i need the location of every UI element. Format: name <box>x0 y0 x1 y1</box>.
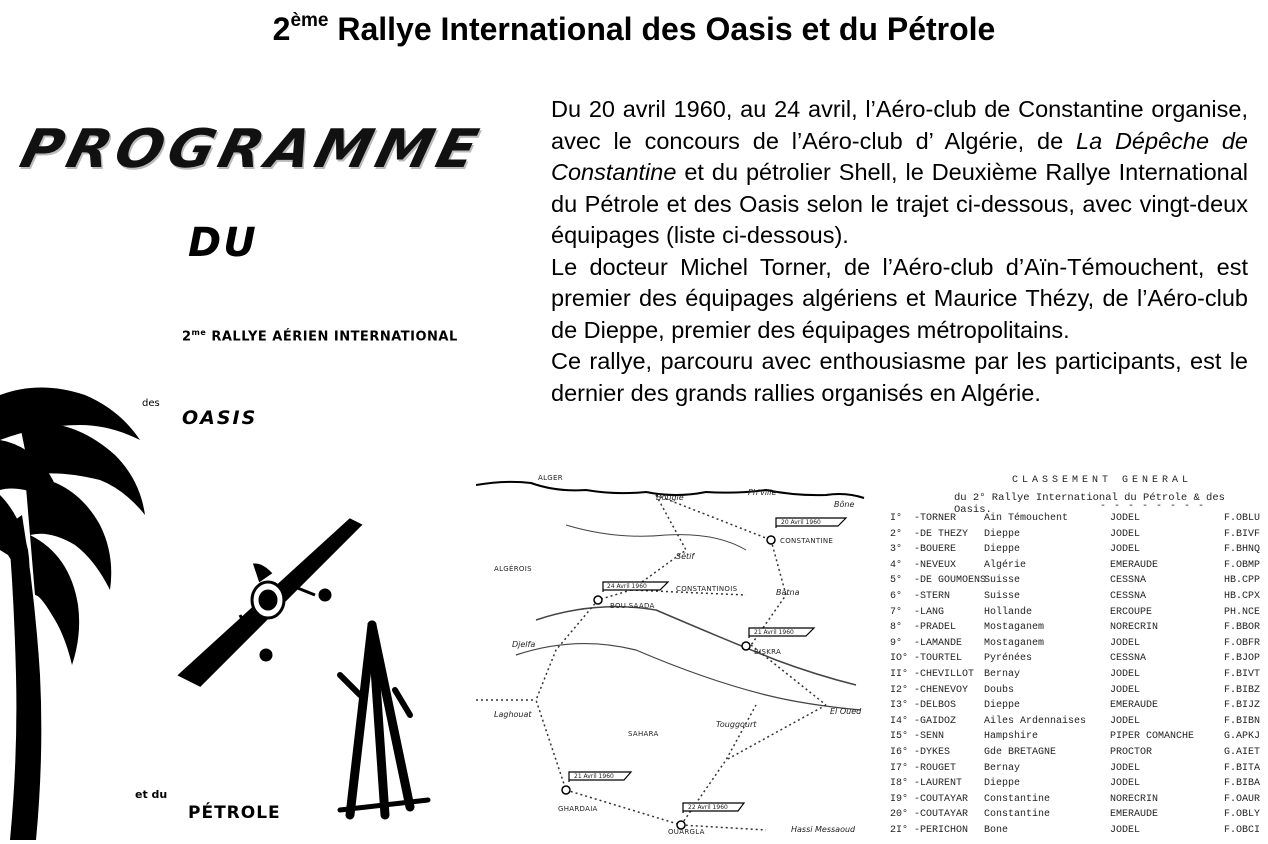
ranking-name: -SENN <box>914 731 945 743</box>
ranking-plane: PROCTOR <box>1110 746 1153 758</box>
ranking-rank: 2I° <box>890 824 909 836</box>
ranking-reg: F.OBFR <box>1224 637 1261 649</box>
ranking-row <box>868 716 1268 732</box>
ranking-rank: 8° <box>890 622 903 634</box>
ranking-reg: G.APKJ <box>1224 731 1261 743</box>
ranking-name: -CHEVILLOT <box>914 668 975 680</box>
ranking-plane: EMERAUDE <box>1110 809 1159 821</box>
map-label-batna: Batna <box>776 588 800 597</box>
ranking-plane: NORECRIN <box>1110 793 1159 805</box>
ranking-row <box>868 529 1268 545</box>
general-ranking <box>868 472 1268 844</box>
ranking-city: Hampshire <box>984 731 1039 743</box>
ranking-plane: ERCOUPE <box>1110 606 1153 618</box>
ranking-city: Doubs <box>984 684 1015 696</box>
map-label-bou-saada: BOU SAADA <box>610 602 655 610</box>
map-label-hassi-messaoud: Hassi Messaoud <box>791 825 856 834</box>
ranking-reg: F.BIVT <box>1224 668 1261 680</box>
ranking-row <box>868 622 1268 638</box>
ranking-row <box>868 700 1268 716</box>
ranking-row <box>868 607 1268 623</box>
ranking-row <box>868 685 1268 701</box>
map-label-philippeville: Ph'ville <box>748 488 777 497</box>
ranking-city: Dieppe <box>984 778 1021 790</box>
intro-p1-start: Du 20 avril 1960, au 24 avril, l’Aéro-club de Constantine organise, avec le concours de l’Aéro-club d’ Algérie, de <box>551 96 1248 154</box>
intro-text <box>551 94 1248 409</box>
ranking-plane: JODEL <box>1110 824 1141 836</box>
ranking-name: -NEVEUX <box>914 559 957 571</box>
ranking-rank: 2° <box>890 528 903 540</box>
map-label-biskra: BISKRA <box>754 648 782 656</box>
ranking-rank: I8° <box>890 778 909 790</box>
ranking-name: -DYKES <box>914 746 951 758</box>
ranking-city: Hollande <box>984 606 1033 618</box>
intro-paragraph-1 <box>551 94 1248 252</box>
ranking-row <box>868 809 1268 825</box>
ranking-name: -COUTAYAR <box>914 809 969 821</box>
ranking-plane: JODEL <box>1110 762 1141 774</box>
ranking-city: Pyrénées <box>984 653 1033 665</box>
title-ordinal-suffix: ème <box>290 10 329 31</box>
ranking-name: -PRADEL <box>914 622 957 634</box>
ranking-name: -LANG <box>914 606 945 618</box>
ranking-row <box>868 731 1268 747</box>
ranking-plane: JODEL <box>1110 544 1141 556</box>
ranking-row <box>868 825 1268 841</box>
ranking-name: -DELBOS <box>914 700 957 712</box>
ranking-plane: JODEL <box>1110 637 1141 649</box>
programme-poster <box>0 95 489 840</box>
ranking-row <box>868 638 1268 654</box>
ranking-reg: F.BJOP <box>1224 653 1261 665</box>
ranking-reg: PH.NCE <box>1224 606 1261 618</box>
ranking-plane: EMERAUDE <box>1110 559 1159 571</box>
poster-rallye-text <box>182 328 458 344</box>
ranking-name: -BOUERE <box>914 544 957 556</box>
ranking-city: Constantine <box>984 809 1051 821</box>
poster-rallye-label: RALLYE AÉRIEN INTERNATIONAL <box>211 329 458 345</box>
ranking-plane: JODEL <box>1110 715 1141 727</box>
palm-tree-drawing <box>0 388 145 841</box>
ranking-city: Suisse <box>984 590 1021 602</box>
map-label-el-oued: El Oued <box>830 707 862 716</box>
ranking-name: -COUTAYAR <box>914 793 969 805</box>
ranking-name: -GAIDOZ <box>914 715 957 727</box>
title-ordinal: 2 <box>272 11 291 47</box>
map-flag-ghardaia-date: 21 Avril 1960 <box>574 773 614 780</box>
ranking-row <box>868 653 1268 669</box>
map-label-constantinois: CONSTANTINOIS <box>676 585 738 593</box>
ranking-rank: 20° <box>890 809 909 821</box>
map-waypoints <box>562 536 775 829</box>
ranking-name: -PERICHON <box>914 824 969 836</box>
ranking-rank: I3° <box>890 700 909 712</box>
poster-du-text: DU <box>188 220 258 266</box>
map-label-laghouat: Laghouat <box>494 710 532 719</box>
ranking-reg: F.OBCI <box>1224 824 1261 836</box>
ranking-rows <box>868 513 1268 840</box>
intro-p1-end: et du pétrolier Shell, le Deuxième Rallye International du Pétrole et des Oasis selon le trajet ci-dessous, avec vingt-deux équipages (liste ci-dessous). <box>551 159 1248 248</box>
ranking-row <box>868 763 1268 779</box>
map-label-constantine: CONSTANTINE <box>780 537 834 545</box>
poster-rallye-number: 2 <box>182 329 192 345</box>
ranking-rank: II° <box>890 668 909 680</box>
ranking-city: Dieppe <box>984 700 1021 712</box>
ranking-reg: HB.CPX <box>1224 590 1261 602</box>
ranking-city: Bernay <box>984 668 1021 680</box>
map-flag-bou-saada-date: 24 Avril 1960 <box>607 583 647 590</box>
ranking-rank: 3° <box>890 544 903 556</box>
map-flag-biskra-date: 21 Avril 1960 <box>754 629 794 636</box>
poster-programme-text: PROGRAMME <box>14 118 489 181</box>
route-path <box>476 495 826 830</box>
ranking-plane: CESSNA <box>1110 575 1147 587</box>
ranking-name: -DE THEZY <box>914 528 969 540</box>
ranking-name: -ROUGET <box>914 762 957 774</box>
ranking-rank: I7° <box>890 762 909 774</box>
ranking-rank: I5° <box>890 731 909 743</box>
ranking-city: Mostaganem <box>984 622 1045 634</box>
ranking-plane: JODEL <box>1110 684 1141 696</box>
ranking-city: Suisse <box>984 575 1021 587</box>
airplane-drawing <box>180 520 360 685</box>
ranking-rank: I4° <box>890 715 909 727</box>
map-label-bougie: Bougie <box>656 493 684 502</box>
ranking-plane: EMERAUDE <box>1110 700 1159 712</box>
ranking-city: Ain Témouchent <box>984 513 1069 524</box>
ranking-title: CLASSEMENT GENERAL <box>1012 475 1193 486</box>
ranking-rank: I° <box>890 513 903 524</box>
ranking-plane: JODEL <box>1110 668 1141 680</box>
ranking-name: -STERN <box>914 590 951 602</box>
map-label-djelfa: Djelfa <box>512 640 536 649</box>
ranking-city: Constantine <box>984 793 1051 805</box>
ranking-rank: 4° <box>890 559 903 571</box>
ranking-city: Algérie <box>984 559 1027 571</box>
ranking-reg: F.BIVF <box>1224 528 1261 540</box>
map-label-ouargla: OUARGLA <box>668 828 705 836</box>
oil-derrick-drawing <box>340 625 428 815</box>
ranking-rank: 6° <box>890 590 903 602</box>
title-text: Rallye International des Oasis et du Pétrole <box>337 11 996 47</box>
map-flag-constantine-date: 20 Avril 1960 <box>781 519 821 526</box>
ranking-row <box>868 669 1268 685</box>
ranking-name: -LAMANDE <box>914 637 963 649</box>
ranking-rank: 7° <box>890 606 903 618</box>
ranking-subtitle: du 2° Rallye International du Pétrole & des Oasis. <box>954 492 1225 516</box>
poster-petrole-text: PÉTROLE <box>188 803 281 823</box>
ranking-plane: JODEL <box>1110 513 1141 524</box>
ranking-row <box>868 747 1268 763</box>
ranking-plane: JODEL <box>1110 778 1141 790</box>
map-label-touggourt: Touggourt <box>716 720 757 729</box>
ranking-reg: F.BIBN <box>1224 715 1261 727</box>
poster-oasis-text: OASIS <box>182 407 258 429</box>
ranking-row <box>868 778 1268 794</box>
ranking-city: Mostaganem <box>984 637 1045 649</box>
map-label-setif: Sétif <box>676 552 695 561</box>
ranking-reg: F.BIJZ <box>1224 700 1261 712</box>
ranking-row <box>868 544 1268 560</box>
ranking-row <box>868 591 1268 607</box>
ranking-rank: I2° <box>890 684 909 696</box>
ranking-reg: G.AIET <box>1224 746 1261 758</box>
page-title <box>0 10 1268 48</box>
ranking-reg: F.BIBZ <box>1224 684 1261 696</box>
ranking-city: Bone <box>984 824 1009 836</box>
ranking-name: -TORNER <box>914 513 957 524</box>
ranking-name: -DE GOUMOENS <box>914 575 987 587</box>
intro-paragraph-3: Ce rallye, parcouru avec enthousiasme par les participants, est le dernier des grands rallies organisés en Algérie. <box>551 348 1248 406</box>
map-label-sahara: SAHARA <box>628 730 659 738</box>
ranking-city: Bernay <box>984 762 1021 774</box>
ranking-reg: F.BITA <box>1224 762 1261 774</box>
ranking-reg: F.OBLY <box>1224 809 1261 821</box>
ranking-reg: HB.CPP <box>1224 575 1261 587</box>
map-label-alger: ALGER <box>538 474 563 482</box>
map-label-bone: Bône <box>834 500 855 509</box>
ranking-plane: PIPER COMANCHE <box>1110 731 1195 743</box>
ranking-rank: 5° <box>890 575 903 587</box>
map-label-ghardaia: GHARDAIA <box>558 805 598 813</box>
map-flag-ouargla-date: 22 Avril 1960 <box>688 804 728 811</box>
ranking-city: Ailes Ardennaises <box>984 715 1087 727</box>
ranking-plane: JODEL <box>1110 528 1141 540</box>
relief-line <box>566 525 746 550</box>
ranking-name: -CHENEVOY <box>914 684 969 696</box>
map-flags <box>569 518 846 813</box>
ranking-row <box>868 513 1268 529</box>
ranking-city: Gde BRETAGNE <box>984 746 1057 758</box>
ranking-reg: F.BBOR <box>1224 622 1261 634</box>
ranking-rank: 9° <box>890 637 903 649</box>
ranking-reg: F.OBLU <box>1224 513 1261 524</box>
relief-line <box>516 644 861 710</box>
ranking-reg: F.OBMP <box>1224 559 1261 571</box>
poster-rallye-suffix: me <box>191 328 207 337</box>
ranking-rank: I6° <box>890 746 909 758</box>
ranking-row <box>868 560 1268 576</box>
ranking-underline: - - - - - - - - <box>1100 501 1206 512</box>
ranking-row <box>868 575 1268 591</box>
poster-et-du-text: et du <box>135 788 168 801</box>
ranking-plane: NORECRIN <box>1110 622 1159 634</box>
map-label-algerois: ALGÉROIS <box>494 565 532 573</box>
ranking-name: -LAURENT <box>914 778 963 790</box>
ranking-plane: CESSNA <box>1110 653 1147 665</box>
ranking-city: Dieppe <box>984 544 1021 556</box>
ranking-reg: F.BIBA <box>1224 778 1261 790</box>
ranking-row <box>868 794 1268 810</box>
ranking-reg: F.OAUR <box>1224 793 1261 805</box>
ranking-city: Dieppe <box>984 528 1021 540</box>
ranking-rank: I9° <box>890 793 909 805</box>
rally-route-map <box>476 470 866 840</box>
ranking-name: -TOURTEL <box>914 653 963 665</box>
ranking-reg: F.BHNQ <box>1224 544 1261 556</box>
ranking-rank: IO° <box>890 653 909 665</box>
ranking-plane: CESSNA <box>1110 590 1147 602</box>
poster-illustration <box>0 95 470 840</box>
intro-newspaper-name: La Dépêche de Constantine <box>551 127 1248 185</box>
poster-des-text: des <box>142 398 160 409</box>
intro-paragraph-2: Le docteur Michel Torner, de l’Aéro-club d’Aïn-Témouchent, est premier des équipages algériens et Maurice Thézy, de l’Aéro-club de Dieppe, premier des équipages métropolitains. <box>551 253 1248 343</box>
